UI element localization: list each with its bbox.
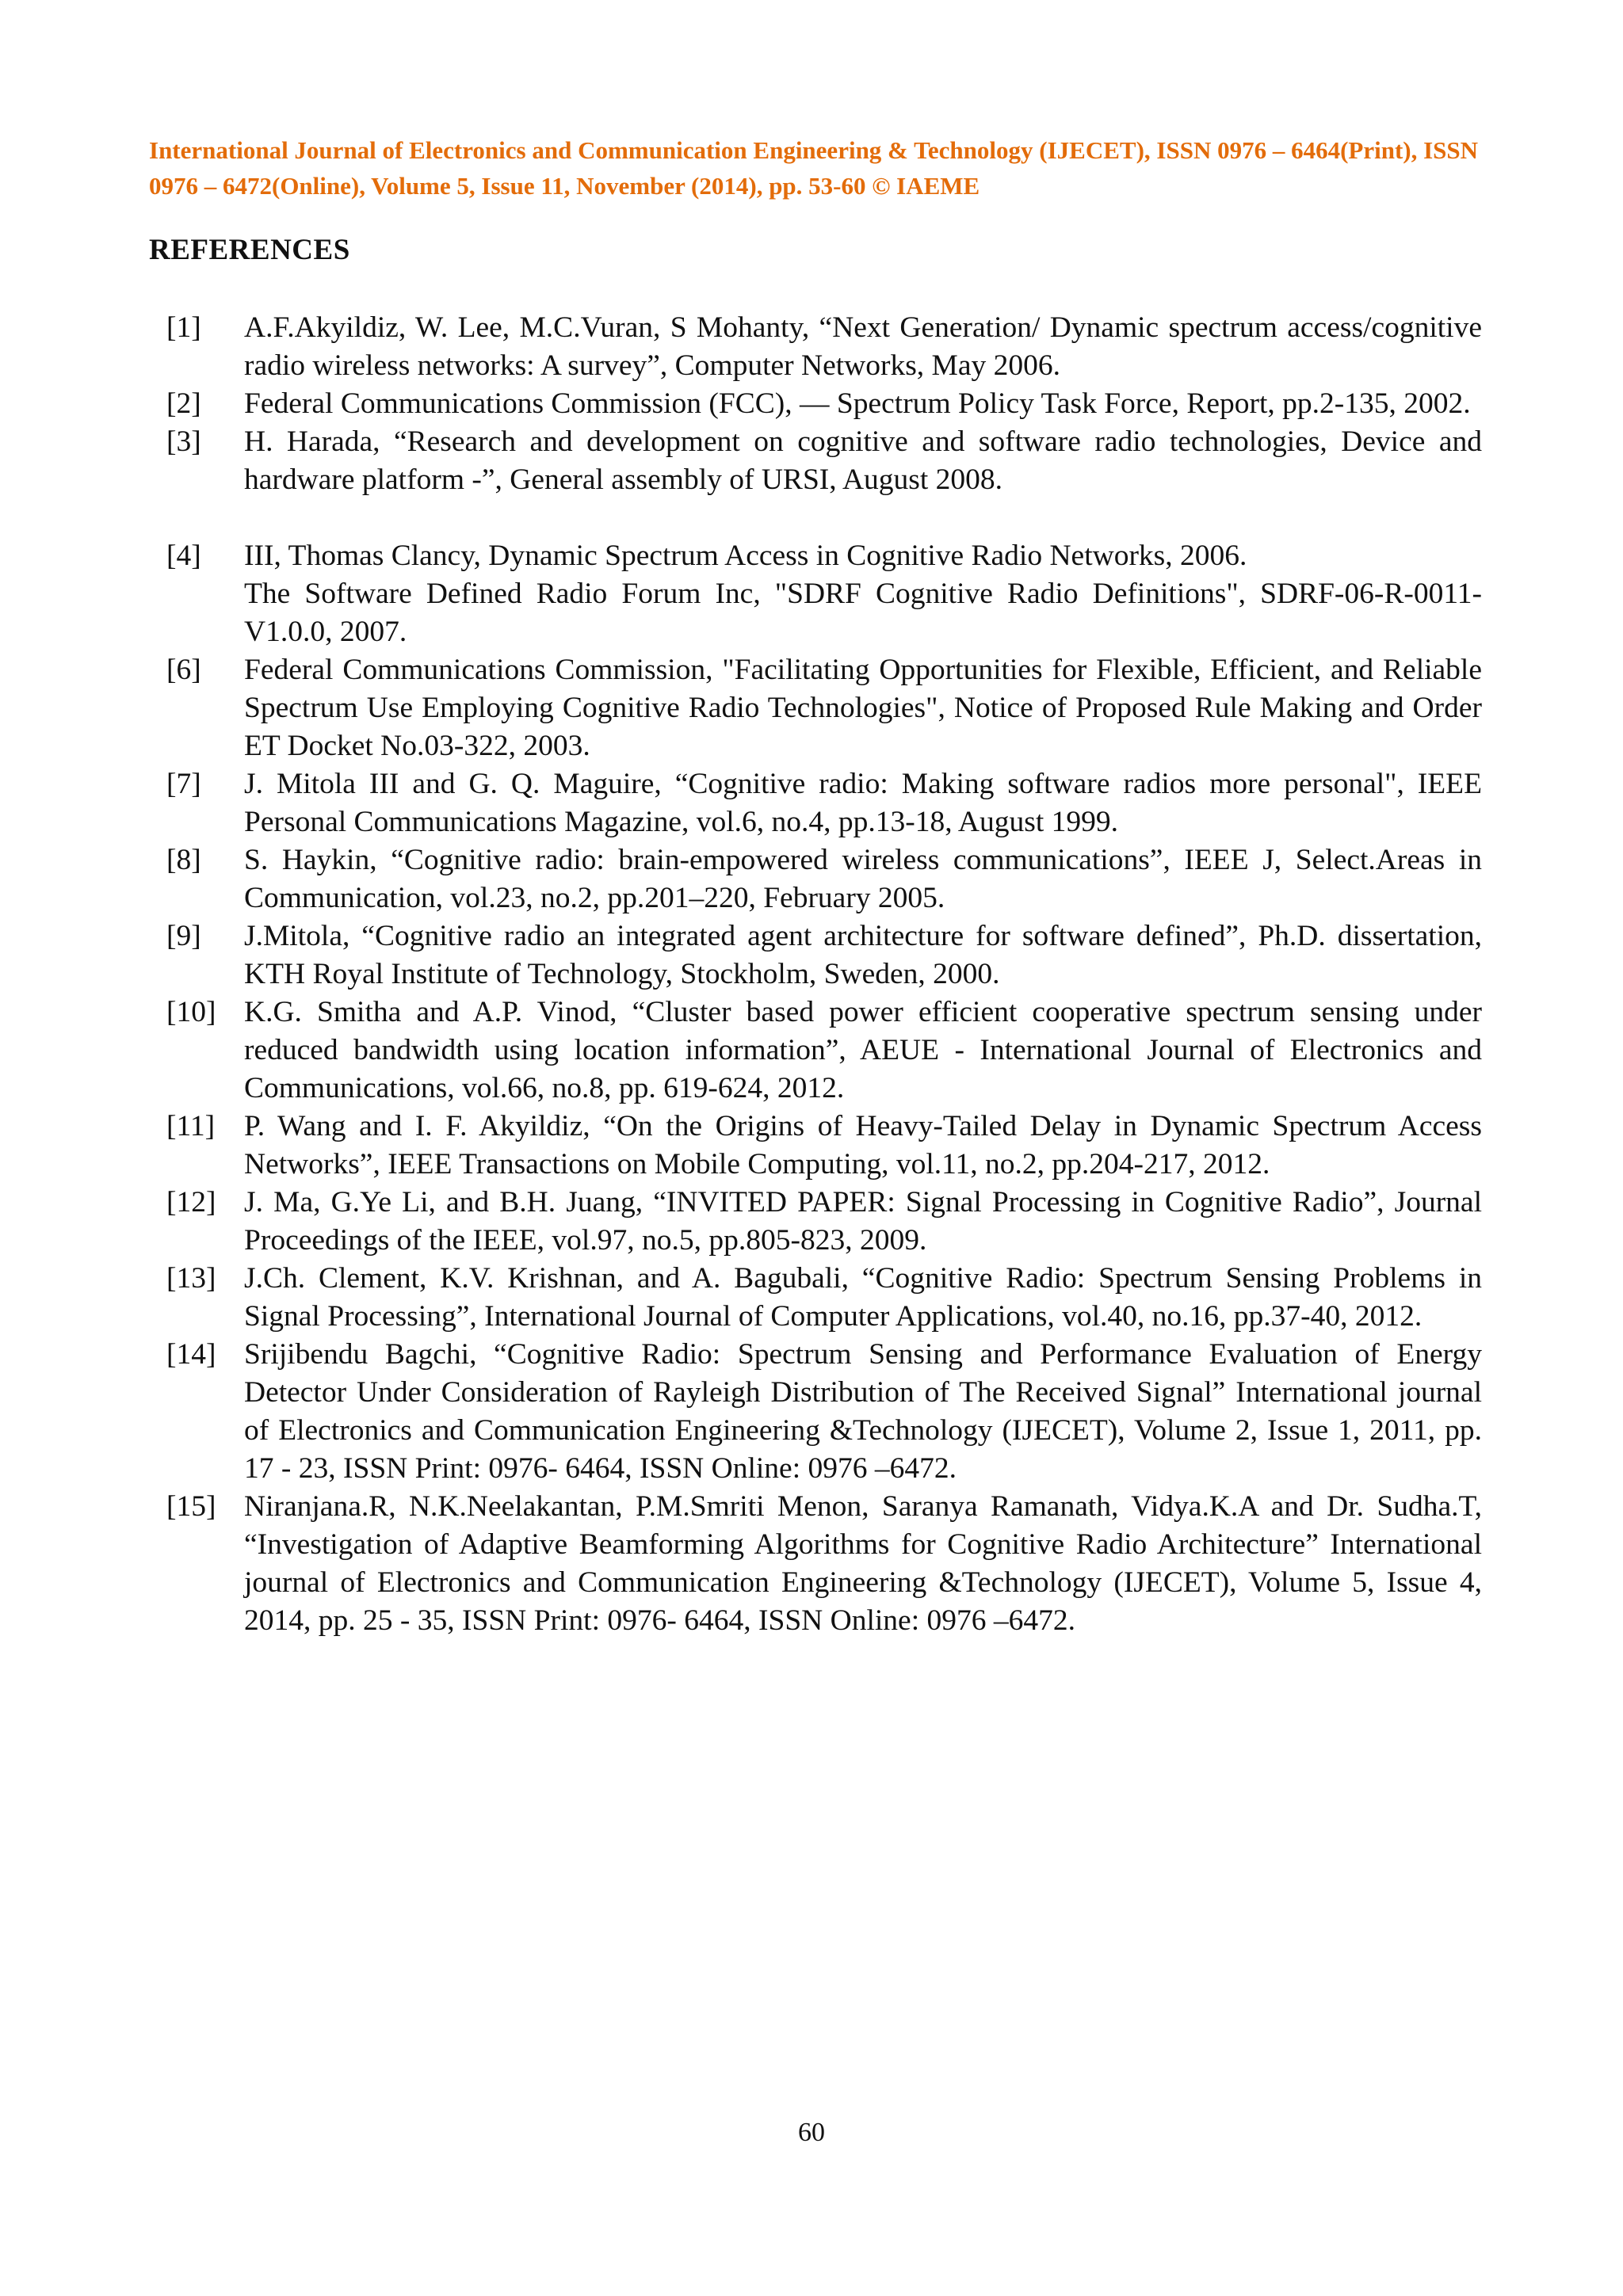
reference-number: [15] xyxy=(166,1490,216,1523)
reference-text: Srijibendu Bagchi, “Cognitive Radio: Spectrum Sensing and Performance Evaluation of Energy Detector Under Consideration of Rayleigh Distribution of The Received Signal” International journal of Electronics and Communication Engineering &Technology (IJECET), Volume 2, Issue 1, 2011, pp. 17 - 23, ISSN Print: 0976- 6464, ISSN Online: 0976 –6472. xyxy=(244,1338,1482,1485)
reference-number: [11] xyxy=(166,1110,216,1142)
reference-number: [3] xyxy=(166,425,201,458)
reference-text: A.F.Akyildiz, W. Lee, M.C.Vuran, S Mohanty, “Next Generation/ Dynamic spectrum access/cognitive radio wireless networks: A survey”, Computer Networks, May 2006. xyxy=(244,311,1482,382)
reference-item xyxy=(166,994,1482,1108)
reference-item xyxy=(166,1488,1482,1640)
reference-number: [9] xyxy=(166,920,201,952)
reference-text: S. Haykin, “Cognitive radio: brain-empowered wireless communications”, IEEE J, Select.Areas in Communication, vol.23, no.2, pp.201–220, February 2005. xyxy=(244,844,1482,914)
reference-item xyxy=(166,651,1482,765)
reference-text: Federal Communications Commission, "Facilitating Opportunities for Flexible, Efficient, and Reliable Spectrum Use Employing Cognitive Radio Technologies", Notice of Proposed Rule Making and Order ET Docket No.03-322, 2003. xyxy=(244,654,1482,762)
reference-text: K.G. Smitha and A.P. Vinod, “Cluster based power efficient cooperative spectrum sensing under reduced bandwidth using location information”, AEUE - International Journal of Electronics and Communications, vol.66, no.8, pp. 619-624, 2012. xyxy=(244,996,1482,1104)
reference-number xyxy=(166,575,244,651)
reference-text: J. Mitola III and G. Q. Maguire, “Cognitive radio: Making software radios more personal", IEEE Personal Communications Magazine, vol.6, no.4, pp.13-18, August 1999. xyxy=(244,768,1482,838)
reference-text: J.Ch. Clement, K.V. Krishnan, and A. Bagubali, “Cognitive Radio: Spectrum Sensing Problems in Signal Processing”, International Journal of Computer Applications, vol.40, no.16, pp.37-40, 2012. xyxy=(244,1262,1482,1333)
reference-item xyxy=(166,841,1482,917)
reference-item xyxy=(166,575,1482,651)
reference-text: Niranjana.R, N.K.Neelakantan, P.M.Smriti Menon, Saranya Ramanath, Vidya.K.A and Dr. Sudha.T, “Investigation of Adaptive Beamforming Algorithms for Cognitive Radio Architecture” International journal of Electronics and Communication Engineering &Technology (IJECET), Volume 5, Issue 4, 2014, pp. 25 - 35, ISSN Print: 0976- 6464, ISSN Online: 0976 –6472. xyxy=(244,1490,1482,1637)
reference-text: III, Thomas Clancy, Dynamic Spectrum Access in Cognitive Radio Networks, 2006. xyxy=(244,540,1247,572)
reference-number: [8] xyxy=(166,844,201,876)
reference-text: H. Harada, “Research and development on cognitive and software radio technologies, Device and hardware platform -”, General assembly of URSI, August 2008. xyxy=(244,425,1482,496)
reference-item xyxy=(166,1184,1482,1260)
page-number: 60 xyxy=(798,2118,825,2147)
reference-item xyxy=(166,309,1482,385)
reference-number: [14] xyxy=(166,1338,216,1371)
reference-item xyxy=(166,537,1482,575)
reference-item xyxy=(166,917,1482,994)
reference-text: J.Mitola, “Cognitive radio an integrated agent architecture for software defined”, Ph.D. dissertation, KTH Royal Institute of Technology, Stockholm, Sweden, 2000. xyxy=(244,920,1482,990)
section-title: REFERENCES xyxy=(149,234,350,266)
reference-number: [1] xyxy=(166,311,201,344)
reference-text: Federal Communications Commission (FCC), ― Spectrum Policy Task Force, Report, pp.2-135, 2002. xyxy=(244,387,1471,420)
reference-item xyxy=(166,1336,1482,1488)
reference-number: [7] xyxy=(166,768,201,800)
reference-item xyxy=(166,1108,1482,1184)
reference-item xyxy=(166,423,1482,499)
reference-number: [10] xyxy=(166,996,216,1028)
reference-item xyxy=(166,1260,1482,1336)
reference-item xyxy=(166,765,1482,841)
reference-text: P. Wang and I. F. Akyildiz, “On the Origins of Heavy-Tailed Delay in Dynamic Spectrum Access Networks”, IEEE Transactions on Mobile Computing, vol.11, no.2, pp.204-217, 2012. xyxy=(244,1110,1482,1180)
journal-header: International Journal of Electronics and Communication Engineering & Technology (IJECET), ISSN 0976 – 6464(Print), ISSN 0976 – 6472(Online), Volume 5, Issue 11, November (2014), pp. 53-60 © IAEME xyxy=(149,136,1479,200)
reference-number: [4] xyxy=(166,540,201,572)
reference-number: [13] xyxy=(166,1262,216,1295)
reference-text: The Software Defined Radio Forum Inc, "SDRF Cognitive Radio Definitions", SDRF-06-R-0011-V1.0.0, 2007. xyxy=(244,578,1482,648)
reference-number: [6] xyxy=(166,654,201,686)
reference-number: [12] xyxy=(166,1186,216,1219)
reference-number: [2] xyxy=(166,387,201,420)
reference-item xyxy=(166,385,1482,423)
reference-text: J. Ma, G.Ye Li, and B.H. Juang, “INVITED PAPER: Signal Processing in Cognitive Radio”, Journal Proceedings of the IEEE, vol.97, no.5, pp.805-823, 2009. xyxy=(244,1186,1482,1257)
references-list xyxy=(166,309,1482,1640)
